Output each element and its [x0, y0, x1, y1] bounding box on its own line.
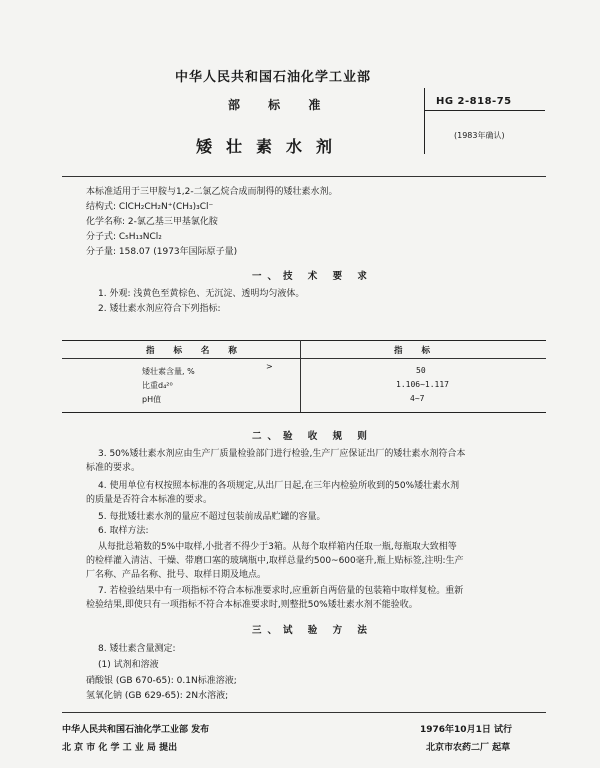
table-header-value: 指 标 [394, 346, 438, 356]
table-header-rule [62, 358, 546, 359]
paragraph-5: 5. 每批矮壮素水剂的量应不超过包装前成品贮罐的容量。 [98, 512, 326, 522]
table-row-value: 4~7 [410, 394, 425, 403]
standard-type: 部 标 准 [228, 98, 333, 112]
paragraph-6b: 的检样灌入清洁、干燥、带磨口塞的玻璃瓶中,取样总量约500~600毫升,瓶上贴标签,注明:生产 [86, 556, 464, 566]
paragraph-8: 8. 矮壮素含量测定: [98, 644, 176, 654]
paragraph-7: 7. 若检验结果中有一项指标不符合本标准要求时,应重新自两倍量的包装箱中取样复检。重新 [98, 586, 464, 596]
table-row-operator: > [266, 362, 273, 371]
table-row-value: 50 [416, 366, 426, 375]
table-top-rule [62, 340, 546, 341]
molecular-formula: 分子式: C₅H₁₃NCl₂ [86, 232, 162, 242]
item-1-appearance: 1. 外观: 浅黄色至黄棕色、无沉淀、透明均匀液体。 [98, 289, 305, 299]
ministry-name: 中华人民共和国石油化学工业部 [175, 70, 372, 85]
paragraph-6c: 厂名称、产品名称、批号、取样日期及地点。 [86, 570, 267, 580]
proposer-line: 北 京 市 化 学 工 业 局 提出 [62, 743, 178, 753]
paragraph-8-1: (1) 试剂和溶液 [98, 660, 159, 670]
drafter-line: 北京市农药二厂 起草 [426, 743, 511, 753]
publisher-line: 中华人民共和国石油化学工业部 发布 [62, 725, 210, 735]
table-row-name: 比重d₄²⁰ [142, 381, 173, 390]
paragraph-4: 4. 使用单位有权按照本标准的各项规定,从出厂日起,在三年内检验所收到的50%矮壮素水剂 [98, 481, 460, 491]
document-title: 矮壮素水剂 [196, 137, 347, 156]
section-heading-methods: 三、试 验 方 法 [252, 625, 373, 636]
item-2-indicators: 2. 矮壮素水剂应符合下列指标: [98, 304, 221, 314]
reagent-silver-nitrate: 硝酸银 (GB 670-65): 0.1N标准溶液; [86, 676, 237, 686]
structure-formula: 结构式: ClCH₂CH₂N⁺(CH₃)₃Cl⁻ [86, 202, 214, 212]
table-row-name: pH值 [142, 395, 162, 404]
confirmation-note: (1983年确认) [454, 131, 505, 140]
footer-rule [62, 712, 546, 713]
paragraph-6: 6. 取样方法: [98, 526, 149, 536]
paragraph-7-cont: 检验结果,即使只有一项指标不符合本标准要求时,则整批50%矮壮素水剂不能验收。 [86, 600, 418, 610]
chemical-name: 化学名称: 2-氯乙基三甲基氯化胺 [86, 217, 218, 227]
paragraph-3: 3. 50%矮壮素水剂应由生产厂质量检验部门进行检验,生产厂应保证出厂的矮壮素水剂符合本 [98, 449, 466, 459]
section-heading-acceptance: 二、验 收 规 则 [252, 431, 373, 442]
paragraph-6a: 从每批总箱数的5%中取样,小批者不得少于3箱。从每个取样箱内任取一瓶,每瓶取大致相等 [98, 542, 457, 552]
scope-text: 本标准适用于三甲胺与1,2-二氯乙烷合成而制得的矮壮素水剂。 [86, 187, 338, 197]
table-bottom-rule [62, 412, 546, 413]
paragraph-4-cont: 的质量是否符合本标准的要求。 [86, 495, 213, 505]
reagent-sodium-hydroxide: 氢氧化钠 (GB 629-65): 2N水溶液; [86, 691, 229, 701]
standard-code: HG 2-818-75 [436, 96, 512, 107]
table-header-name: 指 标 名 称 [146, 346, 245, 356]
table-column-divider [300, 340, 301, 412]
paragraph-3-cont: 标准的要求。 [86, 463, 141, 473]
table-row-name: 矮壮素含量, % [142, 367, 195, 376]
molecular-weight: 分子量: 158.07 (1973年国际原子量) [86, 247, 238, 257]
issue-date: 1976年10月1日 试行 [420, 725, 512, 735]
header-rule [62, 176, 546, 177]
table-row-value: 1.106~1.117 [396, 380, 449, 389]
section-heading-tech: 一、技 术 要 求 [252, 271, 373, 282]
